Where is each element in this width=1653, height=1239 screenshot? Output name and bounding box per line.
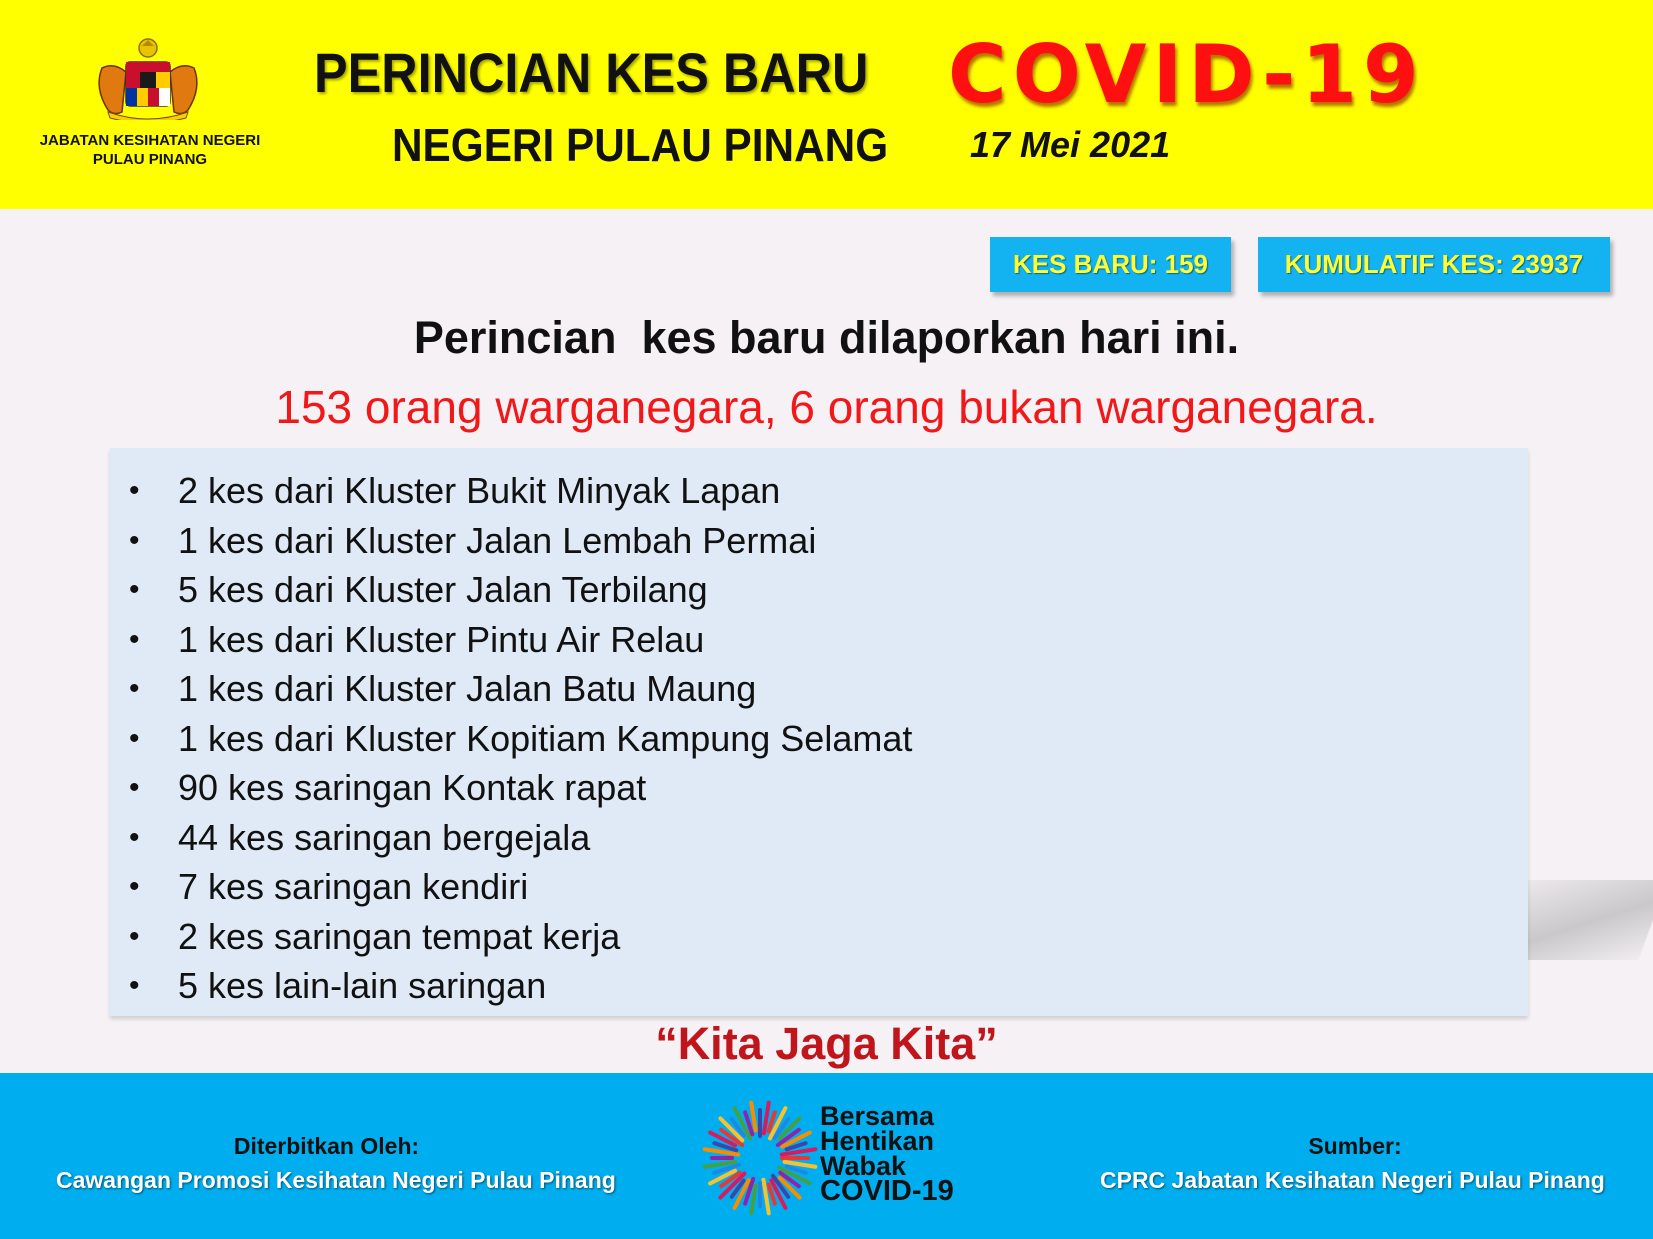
header-banner	[0, 0, 1653, 209]
list-item	[110, 466, 1528, 516]
list-item	[110, 664, 1528, 714]
campaign-line-2: Hentikan	[820, 1126, 935, 1156]
bullet-icon: •	[129, 721, 140, 755]
campaign-burst-icon	[700, 1098, 820, 1218]
list-item	[110, 714, 1528, 764]
bullet-icon: •	[129, 622, 140, 656]
nationality-summary: 153 orang warganegara, 6 orang bukan warganegara.	[275, 381, 1378, 433]
list-item	[110, 912, 1528, 962]
cumulative-cases-badge: KUMULATIF KES: 23937	[1258, 237, 1610, 292]
campaign-line-1: Bersama	[820, 1101, 935, 1131]
list-item-text: 44 kes saringan bergejala	[178, 816, 591, 858]
bullet-icon: •	[129, 474, 140, 507]
coat-of-arms-icon	[88, 38, 208, 120]
list-item	[110, 565, 1528, 615]
bullet-icon: •	[129, 523, 140, 557]
org-line-1: JABATAN KESIHATAN NEGERI	[39, 132, 261, 149]
list-item-text: 1 kes dari Kluster Jalan Lembah Permai	[178, 519, 817, 561]
list-item-text: 7 kes saringan kendiri	[178, 866, 529, 907]
publisher-name: Cawangan Promosi Kesihatan Negeri Pulau Pinang	[56, 1167, 616, 1193]
list-item-text: 5 kes lain-lain saringan	[178, 965, 547, 1006]
list-item-text: 1 kes dari Kluster Pintu Air Relau	[178, 618, 705, 660]
bullet-icon: •	[129, 820, 140, 854]
report-date: 17 Mei 2021	[970, 124, 1171, 165]
organization-name	[20, 131, 280, 169]
bullet-icon: •	[129, 573, 140, 606]
list-item	[110, 516, 1528, 566]
list-item	[110, 615, 1528, 665]
org-line-2: PULAU PINANG	[92, 151, 208, 168]
bullet-icon: •	[129, 672, 140, 705]
list-item-text: 1 kes dari Kluster Kopitiam Kampung Selamat	[178, 717, 913, 759]
list-item-text: 5 kes dari Kluster Jalan Terbilang	[178, 569, 708, 610]
new-cases-badge: KES BARU: 159	[990, 237, 1231, 292]
list-item	[110, 862, 1528, 912]
case-breakdown-box	[110, 448, 1528, 1016]
list-item-text: 2 kes dari Kluster Bukit Minyak Lapan	[178, 470, 781, 511]
burst-ray	[751, 1103, 755, 1131]
bullet-icon: •	[129, 870, 140, 903]
slogan: “Kita Jaga Kita”	[655, 1018, 998, 1069]
section-heading: Perincian kes baru dilaporkan hari ini.	[413, 312, 1240, 363]
covid-label: COVID-19	[948, 28, 1425, 121]
list-item-text: 2 kes saringan tempat kerja	[178, 915, 621, 957]
source-name: CPRC Jabatan Kesihatan Negeri Pulau Pinang	[1100, 1167, 1605, 1193]
case-breakdown-list	[110, 448, 1528, 1011]
list-item	[110, 813, 1528, 863]
burst-ray	[751, 1186, 755, 1214]
list-item-text: 1 kes dari Kluster Jalan Batu Maung	[178, 668, 757, 709]
campaign-line-3: Wabak	[820, 1151, 907, 1181]
list-item	[110, 763, 1528, 813]
page-subtitle: NEGERI PULAU PINANG	[392, 119, 889, 171]
bullet-icon: •	[129, 771, 140, 804]
publisher-label: Diterbitkan Oleh:	[233, 1133, 420, 1159]
list-item	[110, 961, 1528, 1011]
bullet-icon: •	[129, 919, 140, 953]
page-title: PERINCIAN KES BARU	[314, 41, 869, 104]
campaign-line-4: COVID-19	[820, 1175, 954, 1207]
bullet-icon: •	[129, 969, 140, 1002]
list-item-text: 90 kes saringan Kontak rapat	[178, 767, 647, 808]
source-label: Sumber:	[1308, 1133, 1402, 1159]
campaign-text	[820, 1101, 954, 1207]
